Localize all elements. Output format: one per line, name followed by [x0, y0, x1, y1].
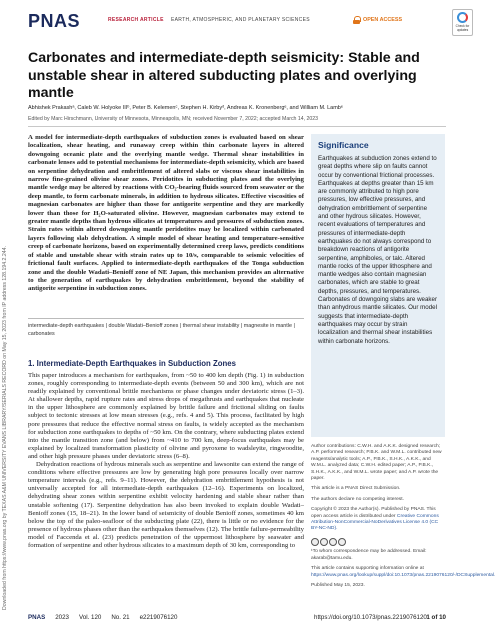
copyright-note — [311, 507, 445, 533]
author-list[interactable] — [28, 105, 448, 111]
footer-doi-link[interactable]: https://doi.org/10.1073/pnas.2219076120 — [314, 613, 427, 621]
cc-license-icons[interactable] — [311, 538, 346, 546]
body-paragraph-2: Dehydration reactions of hydrous minerals such as serpentine and lawsonite can extend the range of conditions where effective pressures are low by generating high pore pressures locally over narrow temperature intervals (e.g., refs. 9–11). However, the dehydration embrittlement hypothesis is not universally accepted for all intermediate-depth earthquakes (12–16). Experiments on localized, dehydrating shear zones within serpentine exhibit velocity hardening and stable shear rather than unstable softening (17). Serpentine dehydration has also been invoked to explain double Wadati–Benioff zones (15, 18–21). In the lower band of seismicity of double Benioff zones, sometimes 40 km below the top of the paleo-seafloor of the subducting plate (22), there is little or no evidence for the presence of hydrous phases other than the earthquakes themselves (12). The brittle failure-permeability model of Faccenda et al. (23) predicts penetration of the uppermost lithosphere by seawater and formation of serpentine and other hydrous silicates to a maximum depth of 30 km, corresponding to — [28, 461, 305, 549]
copyright-text: Copyright © 2023 the Author(s). Published by PNAS. This open access article is distributed under — [311, 507, 436, 519]
cc-icon — [311, 538, 319, 546]
header-divider — [28, 126, 446, 127]
download-notice-text: Downloaded from https://www.pnas.org by TEXAS A&M UNIVERSITY EVANS LIBRARY/SERIALS RECORD on May 15, 2023 from IP address 128.194.2.244. — [2, 246, 8, 610]
abstract: A model for intermediate-depth earthquakes of subduction zones is evaluated based on shear localization, shear heating, and runaway creep within thin carbonate layers in altered downgoing oceanic plate and the overlying mantle wedge. Thermal shear instabilities in carbonate lenses add to potential mechanisms for intermediate-depth seismicity, which are based on serpentine dehydration and embrittlement of altered slabs or viscous shear instabilities in narrow fine-grained olivine shear zones. Peridotites in subducting plates and the overlying mantle wedge may be altered by reactions with CO₂-bearing fluids sourced from seawater or the deep mantle, to form carbonate minerals, in addition to hydrous silicates. Effective viscosities of magnesian carbonates are higher than those for antigorite serpentine and they are markedly lower than those for H₂O-saturated olivine. However, magnesian carbonates may extend to greater mantle depths than hydrous silicates at temperatures and pressures of subduction zones. Strain rates within altered downgoing mantle peridotites may be localized within carbonated layers following slab dehydration. A simple model of shear heating and temperature-sensitive creep of carbonate horizons, based on experimentally determined creep laws, predicts conditions of stable and unstable shear with strain rates up to 10/s, comparable to seismic velocities of frictional fault surfaces. Applied to intermediate-depth earthquakes of the Tonga subduction zone and the double Wadati–Benioff zone of NE Japan, this mechanism provides an alternative to the generation of earthquakes by dehydration embrittlement, beyond the stability of antigorite serpentine in subduction zones. — [28, 134, 304, 293]
supporting-info-note — [311, 566, 495, 579]
footer-volume: Vol. 120 — [78, 613, 102, 621]
nc-icon — [329, 538, 337, 546]
correspondence-note[interactable]: ¹To whom correspondence may be addressed. Email: akarab@tamu.edu. — [311, 549, 427, 561]
significance-heading: Significance — [318, 140, 369, 150]
page-footer — [28, 611, 446, 623]
article-type: RESEARCH ARTICLE — [108, 17, 164, 23]
significance-text: Earthquakes at subduction zones extend to great depths where slip on faults cannot occur by conventional frictional processes. Earthquakes at depths greater than 15 km are commonly attributed to high pore pressures, low effective pressures, and dehydration embrittlement of serpentine and other hydrous silicates. However, recent evaluations of temperatures and pressures of intermediate-depth earthquakes do not always correspond to breakdown reactions of antigorite serpentine, amphiboles, or talc. Altered mantle rocks of the upper lithosphere and mantle wedges also contain magnesian carbonates, which are stable to great depths, pressures, and temperatures. Carbonates of downgoing slabs are weaker than anhydrous mantle silicates. Our model suggests that intermediate-depth earthquakes may occur by strain localization and thermal shear instabilities within carbonate horizons. — [318, 155, 438, 345]
check-updates-label: Check for updates — [455, 24, 470, 32]
keywords: intermediate-depth earthquakes | double Wadati–Benioff zones | thermal shear instability | magnesite in mantle | carbonates — [28, 318, 304, 338]
footer-journal: PNAS — [28, 613, 46, 621]
direct-submission-note: This article is a PNAS Direct Submission. — [311, 486, 401, 492]
body-paragraph-1: This paper introduces a mechanism for earthquakes, from ~50 to 400 km depth (Fig. 1) in subduction zones, roughly corresponding to intermediate-depth events (between 50 and 300 km), which are not readily explained by conventional brittle mechanisms or phase changes under deviatoric stress (1–3). At shallower depths, rapid rupture rates and stress drops of megathrusts and earthquakes that nucleate in the upper lithosphere are commonly explained by brittle failure and frictional sliding on faults subject to tectonic stresses at low mean stresses (e.g., refs. 4 and 5). This process, facilitated by high pore pressures that reduce the effective normal stress on faults, is widely accepted as the mechanism for subduction zone earthquakes to depths of ~50 km. On the contrary, where subducting plates extend into the mantle transition zone (and below) from ~410 to 700 km, deep-focus earthquakes may be explained by localized transformation plasticity of olivine and pyroxene to wadsleyite, ringwoodite, and other high pressure phases under deviatoric stress (6–8). — [28, 372, 304, 460]
author-names[interactable]: Abhishek Prakashᵃ, Caleb W. Holyoke IIIᵇ, Peter B. Kelemenᶜ, Stephen H. Kirbyᵈ, Andreas K. Kronenbergᵉ, and William M. Lambᵉ — [28, 105, 343, 111]
nd-icon — [338, 538, 346, 546]
by-icon — [320, 538, 328, 546]
article-category[interactable]: EARTH, ATMOSPHERIC, AND PLANETARY SCIENCES — [171, 17, 310, 23]
editor-line: Edited by Marc Hirschmann, University of Minnesota, Minneapolis, MN; received November 7, 2022; accepted March 14, 2023 — [28, 116, 319, 122]
published-date: Published May 15, 2023. — [311, 582, 365, 588]
journal-header — [28, 9, 470, 32]
open-access-label: OPEN ACCESS — [363, 17, 403, 23]
download-notice — [0, 110, 12, 610]
supporting-text: This article contains supporting information online at — [311, 566, 424, 572]
license-link[interactable]: Creative Commons Attribution-NonCommercial-NoDerivatives License 4.0 (CC BY-NC-ND). — [311, 513, 439, 532]
supporting-link[interactable]: https://www.pnas.org/lookup/suppl/doi:10.1073/pnas.2219076120/-/DCSupplemental. — [311, 572, 495, 578]
footer-issue: No. 21 — [111, 613, 130, 621]
open-lock-icon — [353, 16, 360, 24]
body-text — [28, 372, 304, 550]
article-notes — [311, 444, 495, 593]
footer-page-number: 1 of 10 — [426, 613, 446, 621]
competing-interest-note: The authors declare no competing interest. — [311, 496, 404, 502]
check-for-updates-button[interactable] — [452, 9, 473, 36]
footer-article-number: e2219076120 — [139, 613, 178, 621]
article-title: Carbonates and intermediate-depth seismicity: Stable and unstable shear in altered subducting plates and overlying mantle — [28, 50, 420, 101]
significance-box — [311, 134, 445, 437]
open-access-badge[interactable] — [353, 16, 402, 24]
footer-year: 2023 — [55, 613, 69, 621]
crossmark-icon — [457, 12, 468, 23]
journal-logo[interactable]: PNAS — [28, 11, 81, 31]
author-contributions: Author contributions: C.W.H. and A.K.K. designed research; A.P. performed research; P.B.K. and W.M.L. contributed new reagents/analytic tools; A.P., P.B.K., S.H.K., A.K.K., and W.M.L. analyzed data; C.W.H. edited paper; A.P., P.B.K., S.H.K., A.K.K., and W.M.L. wrote paper; and A.P. wrote the paper. — [311, 444, 442, 482]
section-heading: 1. Intermediate-Depth Earthquakes in Subduction Zones — [28, 359, 236, 368]
